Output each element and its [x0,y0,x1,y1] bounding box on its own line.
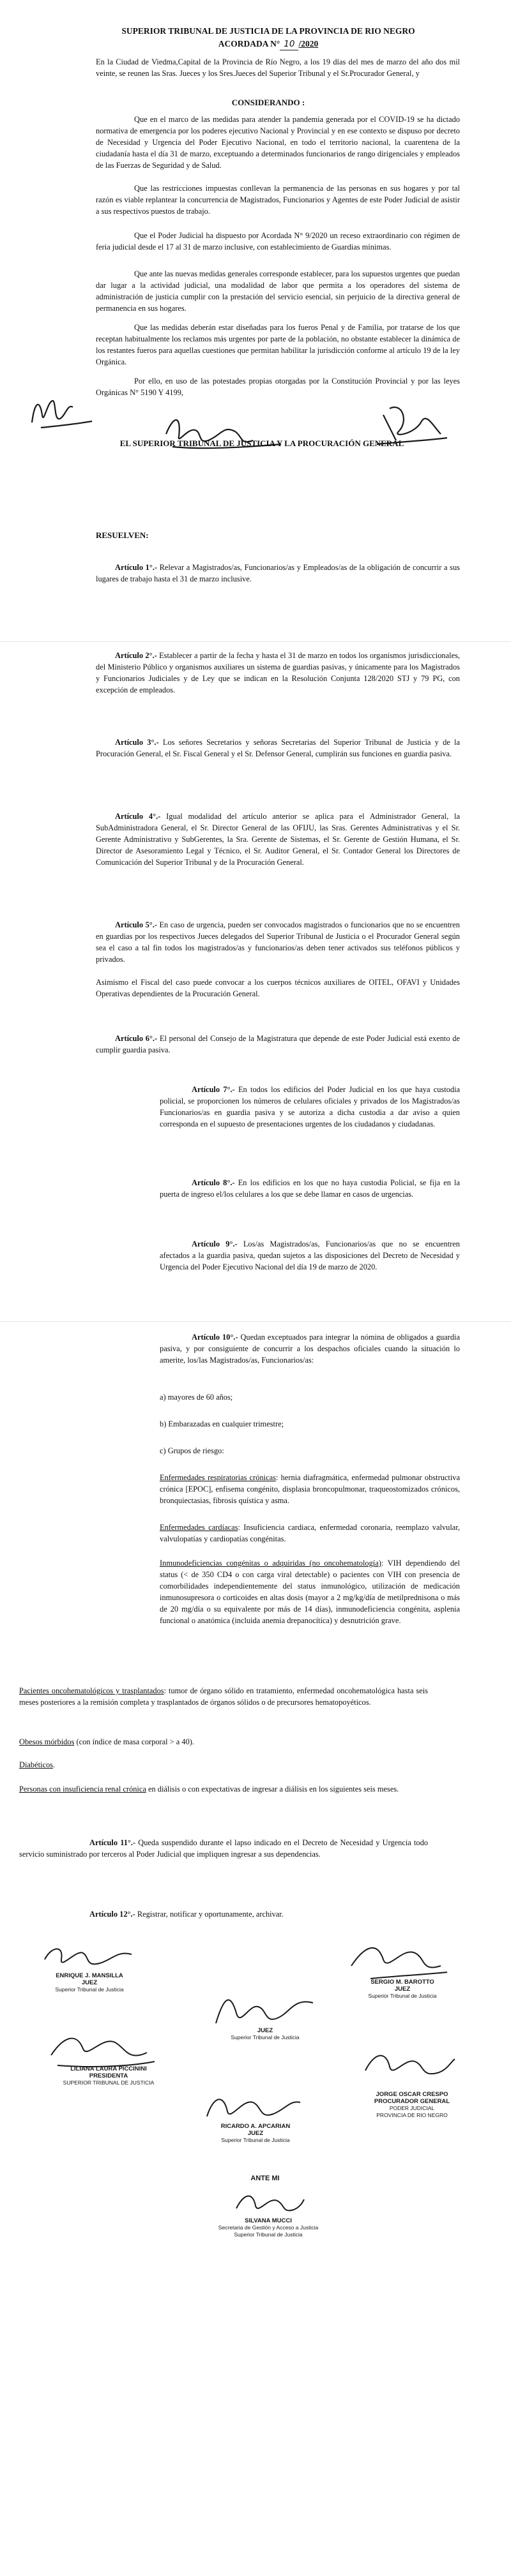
art10-item-b: b) Embarazadas en cualquier trimestre; [160,1419,284,1428]
stamp-barotto-role: JUEZ [394,1986,411,1993]
article-7 [160,1084,460,1130]
stamp-piccinini-role: PRESIDENTA [89,2072,128,2079]
page-seam [0,1321,511,1322]
art10-item-c: c) Grupos de riesgo: [160,1446,224,1455]
article-1 [96,562,460,585]
stamp-apcarian-name: RICARDO A. APCARIAN [220,2123,291,2130]
immuno-title: Inmunodeficiencias congénitas o adquiridas (no oncohematología) [160,1559,381,1568]
art10-diabetic [19,1759,428,1771]
article-2-text: Establecer a partir de la fecha y hasta el 31 de marzo en todos los organismos jurisdiccionales, del Ministerio Público y organismos auxiliares un sistema de guardias pasivas, y únicamente para los Magistrados y Funcionarios Judiciales y de Ley que se indican en la Resolución Conjunta 128/2020 STJ y 79 PG, con excepción de empleados. [96,651,460,694]
considerando-paragraph-2: Que las restricciones impuestas conllevan la permanencia de las personas en sus hogares y por tal razón es viable replantear la concurrencia de Magistrados, Funcionarios y Agentes de este Poder Judicial de asistir a sus respectivos puestos de trabajo. [96,184,460,216]
diabetic-text: . [53,1760,56,1769]
considerando-paragraph-3: Que el Poder Judicial ha dispuesto por Acordada N° 9/2020 un receso extraordinario con régimen de feria judicial desde el 17 al 31 de marzo inclusive, con establecimiento de Guardias mínimas. [96,231,460,251]
cardiac-text: : Insuficiencia cardiaca, enfermedad coronaria, reemplazo valvular, valvulopatías y cardiopatías congénitas. [160,1523,461,1543]
stamp-crespo-org: PODER JUDICIAL [389,2105,435,2111]
respiratory-text: : hernia diafragmática, enfermedad pulmonar obstructiva crónica [EPOC], enfisema congénito, displasia broncopulmonar, traqueostomizados crónicos, bronquiectasias, fibrosis quística y asma. [160,1473,460,1505]
respiratory-title: Enfermedades respiratorias crónicas [160,1473,276,1482]
considerando-paragraph-1: Que en el marco de las medidas para atender la pandemia generada por el COVID-19 se ha dictado normativa de emergencia por los poderes ejecutivo Nacional y Provincial y en ese contexto se dispuso por decreto de Necesidad y Urgencia del Poder Ejecutivo Nacional, en todo el territorio nacional, la cuarentena de la ciudadanía hasta el día 31 de marzo, exceptuando a determinados funcionarios de rango dirigenciales y empleados de las Fuerzas de Seguridad y de Salud. [96,115,460,170]
acordada-prefix: ACORDADA N° [218,39,280,49]
diabetic-title: Diabéticos [19,1760,53,1769]
article-4-label: Artículo 4°.- [115,812,161,821]
article-2 [96,650,460,696]
acordada-year: /2020 [298,39,319,49]
stamp-middle-judge-org: Superior Tribunal de Justicia [231,2034,300,2041]
article-11 [19,1837,428,1860]
stamp-barotto-org: Superior Tribunal de Justicia [368,1993,437,1999]
obese-title: Obesos mórbidos [19,1737,75,1746]
stamp-piccinini-org: SUPERIOR TRIBUNAL DE JUSTICIA [63,2079,155,2086]
article-10 [160,1331,460,1366]
renal-title: Personas con insuficiencia renal crónica [19,1785,146,1793]
stamp-mucci-org: Superior Tribunal de Justicia [234,2231,303,2238]
article-5-label: Artículo 5°.- [115,920,157,929]
article-9 [160,1238,460,1273]
stamp-mansilla [26,1972,153,1993]
stamp-apcarian-org: Superior Tribunal de Justicia [221,2137,290,2143]
article-8-text: En los edificios en los que no haya custodia Policial, se fija en la puerta de ingreso el/los celulares a los que se debe llamar en casos de urgencias. [160,1178,460,1199]
article-1-text: Relevar a Magistrados/as, Funcionarios/as y Empleados/as de la obligación de concurrir a sus lugares de trabajo hasta el 31 de marzo inclusive. [96,563,460,583]
article-12-text: Registrar, notificar y oportunamente, archivar. [137,1910,284,1919]
stamp-mansilla-org: Superior Tribunal de Justicia [55,1986,124,1993]
obese-text: (con índice de masa corporal > a 40). [74,1737,194,1746]
article-4 [96,811,460,868]
onco-text: : tumor de órgano sólido en tratamiento, enfermedad oncohematológica hasta seis meses posteriores a la remisión completa y trasplantados de órganos sólidos o de precursores hematopoyéticos. [19,1686,428,1707]
stamp-piccinini [38,2065,179,2086]
stamp-mucci-name: SILVANA MUCCI [245,2217,292,2224]
article-5-text: En caso de urgencia, pueden ser convocados magistrados o funcionarios que no se encuentren en guardias por los respectivos Jueces delegados del Superior Tribunal de Justicia o el Procurador General según sea el caso a tal fin todos los magistrados/as y funcionarios/as deben tener activados sus teléfonos públicos y privados. [96,920,460,964]
stamp-middle-judge-role: JUEZ [257,2027,273,2034]
intro-paragraph: En la Ciudad de Viedma,Capital de la Provincia de Río Negro, a los 19 días del mes de marzo del año dos mil veinte, se reunen las Sras. Jueces y los Sres.Jueces del Superior Tribunal y el Sr.Procurador General, y [96,57,460,78]
page-seam [0,641,511,642]
acordada-number [70,38,466,50]
article-4-text: Igual modalidad del artículo anterior se aplica para el Administrador General, la SubAdministradora General, el Sr. Director General de las OFIJU, las Sras. Gerentes Administrativas y el Sr. Gerente Administrativo y SubGerentes, la Sra. Gerente de Sistemas, el Sr. Gerente de Gestión Humana, el Sr. Director de Asesoramiento Legal y Técnico, el Sr. Auditor General, el Sr. Contador General los Directores de Comunicación del Superior Tribunal y de la Procuración General. [96,812,460,867]
stamp-mucci [211,2217,326,2238]
article-10-text: Quedan exceptuados para integrar la nómina de obligados a guardia pasiva, y por consiguiente de concurrir a los despachos oficiales cuando la situación lo amerite, los/las Magistrados/as, Funcionarios/as: [160,1333,460,1365]
signature-barotto [345,1934,454,1985]
article-11-text: Queda suspendido durante el lapso indicado en el Decreto de Necesidad y Urgencia todo servicio suministrado por terceros al Poder Judicial que impliquen ingresar a sus dependencias. [19,1838,428,1859]
article-8 [160,1177,460,1200]
article-8-label: Artículo 8°.- [192,1178,235,1187]
stamp-barotto-name: SERGIO M. BAROTTO [370,1979,434,1986]
art10-cardiac [160,1522,460,1545]
stamp-mansilla-name: ENRIQUE J. MANSILLA [56,1972,123,1979]
resuelven-heading: RESUELVEN: [96,530,149,540]
art10-obese [19,1736,428,1748]
article-5-extra: Asimismo el Fiscal del caso puede convocar a los cuerpos técnicos auxiliares de OITEL, OFAVI y Unidades Operativas dependientes de la Procuración General. [96,978,460,998]
article-12-label: Artículo 12°.- [89,1910,135,1919]
article-11-label: Artículo 11°.- [89,1838,136,1847]
art10-immuno [160,1557,460,1626]
considerando-heading: CONSIDERANDO : [231,98,305,107]
stamp-mucci-role: Secretaria de Gestión y Acceso a Justicia [218,2224,319,2231]
stamp-apcarian-role: JUEZ [247,2130,264,2137]
article-12 [19,1908,428,1920]
article-5 [96,919,460,965]
signature-mucci [230,2183,307,2221]
stamp-crespo-province: PROVINCIA DE RIO NEGRO [376,2112,448,2118]
article-1-label: Artículo 1°.- [115,563,158,572]
stamp-piccinini-name: LILIANA LAURA PICCININI [70,2065,147,2072]
art10-renal [19,1783,428,1795]
stamp-crespo-role: PROCURADOR GENERAL [374,2098,450,2105]
art10-onco [19,1685,428,1708]
resolving-body-heading: EL SUPERIOR TRIBUNAL DE JUSTICIA Y LA PROCURACIÓN GENERAL [119,438,404,448]
article-7-label: Artículo 7°.- [192,1085,235,1094]
signature-crespo [358,2042,460,2087]
article-3 [96,737,460,760]
article-2-label: Artículo 2°.- [115,651,157,660]
acordada-handwritten-number: 10 [280,38,298,50]
handwritten-signature-left [28,389,98,434]
document-title: SUPERIOR TRIBUNAL DE JUSTICIA DE LA PROVINCIA DE RIO NEGRO [121,26,415,36]
article-6-label: Artículo 6°.- [115,1034,158,1043]
ante-mi-label: ANTE MI [250,2175,280,2182]
article-7-text: En todos los edificios del Poder Judicial en los que haya custodia policial, se proporcionen los números de celulares oficiales y privados de los Magistrados/as Funcionarios/as en guardia pasiva y se autoriza a dicha custodia a dar aviso a quien corresponda en el supuesto de presentaciones urgentes de los ciudadanos y ciudadanas. [160,1085,460,1128]
stamp-crespo [345,2091,479,2119]
article-9-text: Los/as Magistrados/as, Funcionarios/as que no se encuentren afectados a la guardia pasiva, quedan sujetos a las disposiciones del Decreto de Necesidad y Urgencia del Poder Ejecutivo Nacional del día 19 de marzo de 2020. [160,1239,460,1271]
stamp-crespo-name: JORGE OSCAR CRESPO [376,2091,448,2098]
considerando-paragraph-4: Que ante las nuevas medidas generales corresponde establecer, para los supuestos urgentes que puedan dar lugar a la actividad judicial, una modalidad de labor que permita a los operadores del sistema de administración de justicia cumplir con la prestación del servicio esencial, sin perjuicio de la directiva general de permanencia en sus hogares. [96,269,460,313]
art10-item-a: a) mayores de 60 años; [160,1393,233,1402]
article-6-text: El personal del Consejo de la Magistratura que depende de este Poder Judicial está exento de cumplir guardia pasiva. [96,1034,460,1054]
immuno-text: : VIH dependiendo del status (< de 350 CD4 o con carga viral detectable) o pacientes con VIH con presencia de comorbilidades independientemente del status inmunológico, utilización de medicación inmunosupresora o corticoides en altas dosis (mayor a 2 mg/kg/día de metilprednisona o más de 20 mg/día o su equivalente por más de 14 días), inmunodeficiencia congénita, asplenia funcional o anatómica (incluida anemia drepanocítica) y desnutrición grave. [160,1559,460,1625]
stamp-middle-judge [211,2027,319,2041]
considerando-paragraph-5: Que las medidas deberán estar diseñadas para los fueros Penal y de Familia, por tratarse de los que receptan habitualmente los reclamos más urgentes por parte de la población, no obstante establecer la dinámica de los restantes fueros para aquellas cuestiones que permitan habilitar la jurisdicción conforme al artículo 19 de la ley Orgánica. [96,323,460,366]
onco-title: Pacientes oncohematológicos y trasplantados [19,1686,164,1695]
article-6 [96,1033,460,1056]
art10-respiratory [160,1472,460,1506]
stamp-apcarian [192,2123,319,2144]
stamp-barotto [339,1979,466,2000]
renal-text: en diálisis o con expectativas de ingresar a diálisis en los siguientes seis meses. [146,1785,399,1793]
stamp-mansilla-role: JUEZ [81,1979,98,1986]
cardiac-title: Enfermedades cardíacas [160,1523,238,1532]
article-9-label: Artículo 9°.- [192,1239,238,1248]
article-10-label: Artículo 10°.- [192,1333,238,1342]
considerando-paragraph-6: Por ello, en uso de las potestades propias otorgadas por la Constitución Provincial y por las leyes Orgánicas N° 5190 Y 4199, [96,377,460,397]
article-3-text: Los señores Secretarios y señoras Secretarias del Superior Tribunal de Justicia y de la Procuración General, el Sr. Fiscal General y el Sr. Defensor General, cumplirán sus funciones en guardia pasiva. [96,738,460,758]
article-3-label: Artículo 3°.- [115,738,159,747]
